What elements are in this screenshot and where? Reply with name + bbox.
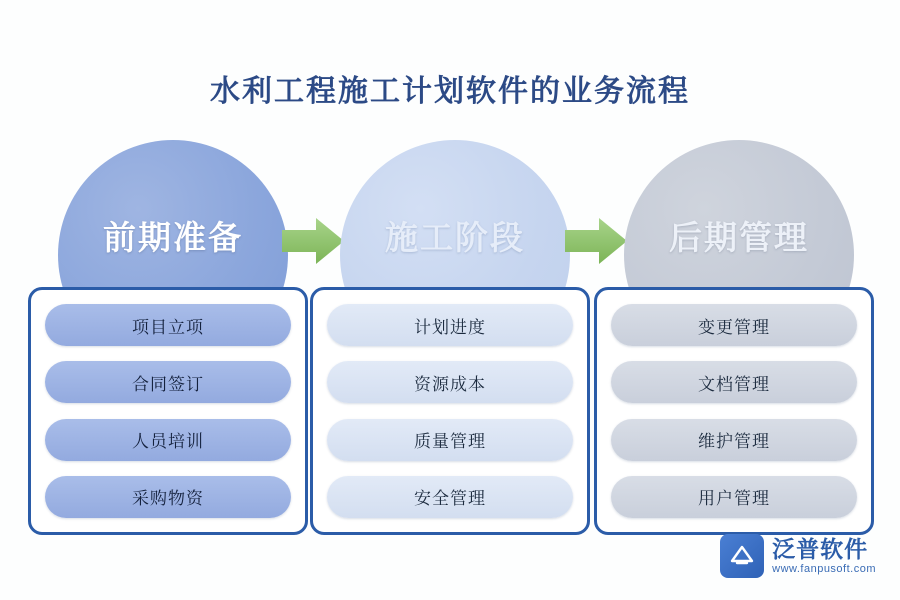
brand-url: www.fanpusoft.com (772, 562, 876, 575)
stage-title-2: 后期管理 (669, 217, 809, 257)
stage-item[interactable]: 采购物资 (45, 476, 291, 518)
stage-item[interactable]: 文档管理 (611, 361, 857, 403)
stage-item[interactable]: 安全管理 (327, 476, 573, 518)
brand-name: 泛普软件 (772, 536, 869, 564)
stage-column-1 (310, 140, 590, 540)
stage-column-2 (594, 140, 874, 540)
brand-logo (720, 534, 876, 578)
stage-item-box-2 (594, 287, 874, 535)
fanpu-logo-icon (720, 534, 764, 578)
page-title: 水利工程施工计划软件的业务流程 (210, 74, 690, 109)
stage-item[interactable]: 合同签订 (45, 361, 291, 403)
stage-item[interactable]: 项目立项 (45, 304, 291, 346)
brand-text (772, 537, 876, 574)
stage-item[interactable]: 计划进度 (327, 304, 573, 346)
stage-title-0: 前期准备 (103, 217, 243, 257)
stage-item-box-0 (28, 287, 308, 535)
stage-item[interactable]: 变更管理 (611, 304, 857, 346)
stage-item[interactable]: 资源成本 (327, 361, 573, 403)
stage-item[interactable]: 人员培训 (45, 419, 291, 461)
stage-item[interactable]: 质量管理 (327, 419, 573, 461)
stage-item-box-1 (310, 287, 590, 535)
stage-item[interactable]: 用户管理 (611, 476, 857, 518)
stage-item[interactable]: 维护管理 (611, 419, 857, 461)
stage-column-0 (28, 140, 308, 540)
stage-title-1: 施工阶段 (385, 217, 525, 257)
